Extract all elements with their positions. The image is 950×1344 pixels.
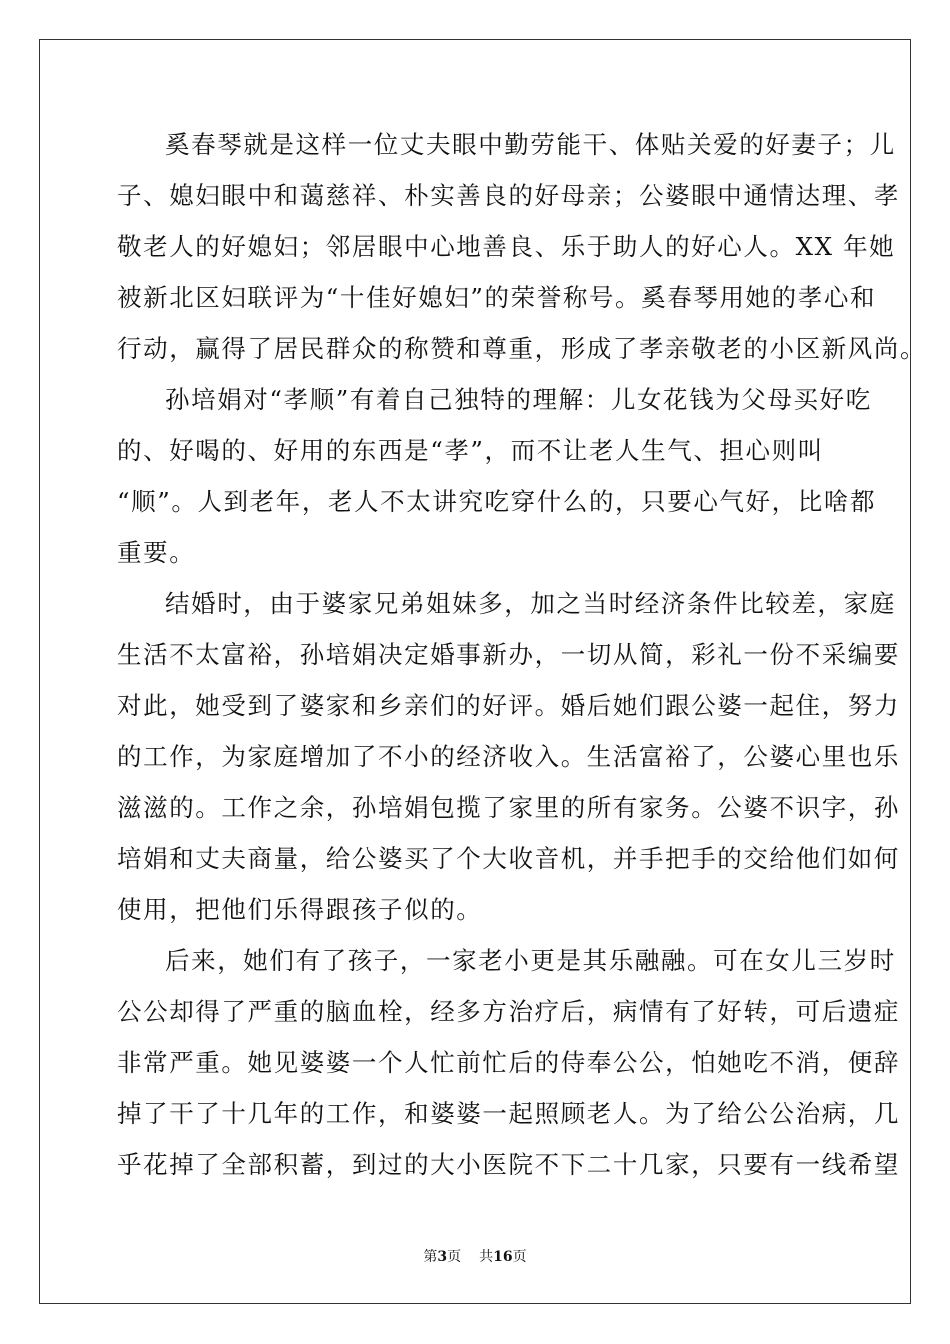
paragraph-3-line-6: 培娟和丈夫商量，给公婆买了个大收音机，并手把手的交给他们如何 — [117, 844, 900, 873]
paragraph-1-line-1: 奚春琴就是这样一位丈夫眼中勤劳能干、体贴关爱的好妻子；儿 — [165, 130, 896, 159]
paragraph-2-line-1: 孙培娟对“孝顺”有着自己独特的理解：儿女花钱为父母买好吃 — [165, 385, 872, 414]
paragraph-2-line-4: 重要。 — [117, 538, 196, 567]
page-number: 3 — [437, 1249, 448, 1265]
page-prefix: 第 — [423, 1249, 438, 1265]
paragraph-3-line-2: 生活不太富裕，孙培娟决定婚事新办，一切从简，彩礼一份不采编要 — [117, 640, 900, 669]
paragraph-3-line-3: 对此，她受到了婆家和乡亲们的好评。婚后她们跟公婆一起住，努力 — [117, 691, 900, 720]
paragraph-3-line-1: 结婚时，由于婆家兄弟姐妹多，加之当时经济条件比较差，家庭 — [165, 589, 896, 618]
paragraph-4-line-2: 公公却得了严重的脑血栓，经多方治疗后，病情有了好转，可后遗症 — [117, 997, 900, 1026]
paragraph-1-line-5: 行动，赢得了居民群众的称赞和尊重，形成了孝亲敬老的小区新风尚。 — [117, 334, 927, 363]
paragraph-4-line-1: 后来，她们有了孩子，一家老小更是其乐融融。可在女儿三岁时 — [165, 946, 896, 975]
paragraph-2-line-2: 的、好喝的、好用的东西是“孝”，而不让老人生气、担心则叫 — [117, 436, 824, 465]
paragraph-3-line-5: 滋滋的。工作之余，孙培娟包揽了家里的所有家务。公婆不识字，孙 — [117, 793, 900, 822]
total-suffix: 页 — [512, 1249, 527, 1265]
paragraph-3-line-7: 使用，把他们乐得跟孩子似的。 — [117, 895, 483, 924]
total-prefix: 共 — [479, 1249, 494, 1265]
total-pages-indicator — [479, 1249, 526, 1265]
paragraph-3-line-4: 的工作，为家庭增加了不小的经济收入。生活富裕了，公婆心里也乐 — [117, 742, 900, 771]
paragraph-1-line-2: 子、媳妇眼中和蔼慈祥、朴实善良的好母亲；公婆眼中通情达理、孝 — [117, 181, 900, 210]
page-suffix: 页 — [447, 1249, 462, 1265]
page-indicator — [423, 1249, 461, 1265]
paragraph-1-line-4: 被新北区妇联评为“十佳好媳妇”的荣誉称号。奚春琴用她的孝心和 — [117, 283, 877, 312]
page-footer — [0, 1248, 950, 1266]
total-pages: 16 — [493, 1249, 513, 1265]
paragraph-4-line-4: 掉了干了十几年的工作，和婆婆一起照顾老人。为了给公公治病，几 — [117, 1099, 900, 1128]
paragraph-1-line-3: 敬老人的好媳妇；邻居眼中心地善良、乐于助人的好心人。XX 年她 — [117, 232, 896, 261]
paragraph-4-line-5: 乎花掉了全部积蓄，到过的大小医院不下二十几家，只要有一线希望 — [117, 1150, 900, 1179]
paragraph-2-line-3: “顺”。人到老年，老人不太讲究吃穿什么的，只要心气好，比啥都 — [117, 487, 877, 516]
paragraph-4-line-3: 非常严重。她见婆婆一个人忙前忙后的侍奉公公，怕她吃不消，便辞 — [117, 1048, 900, 1077]
